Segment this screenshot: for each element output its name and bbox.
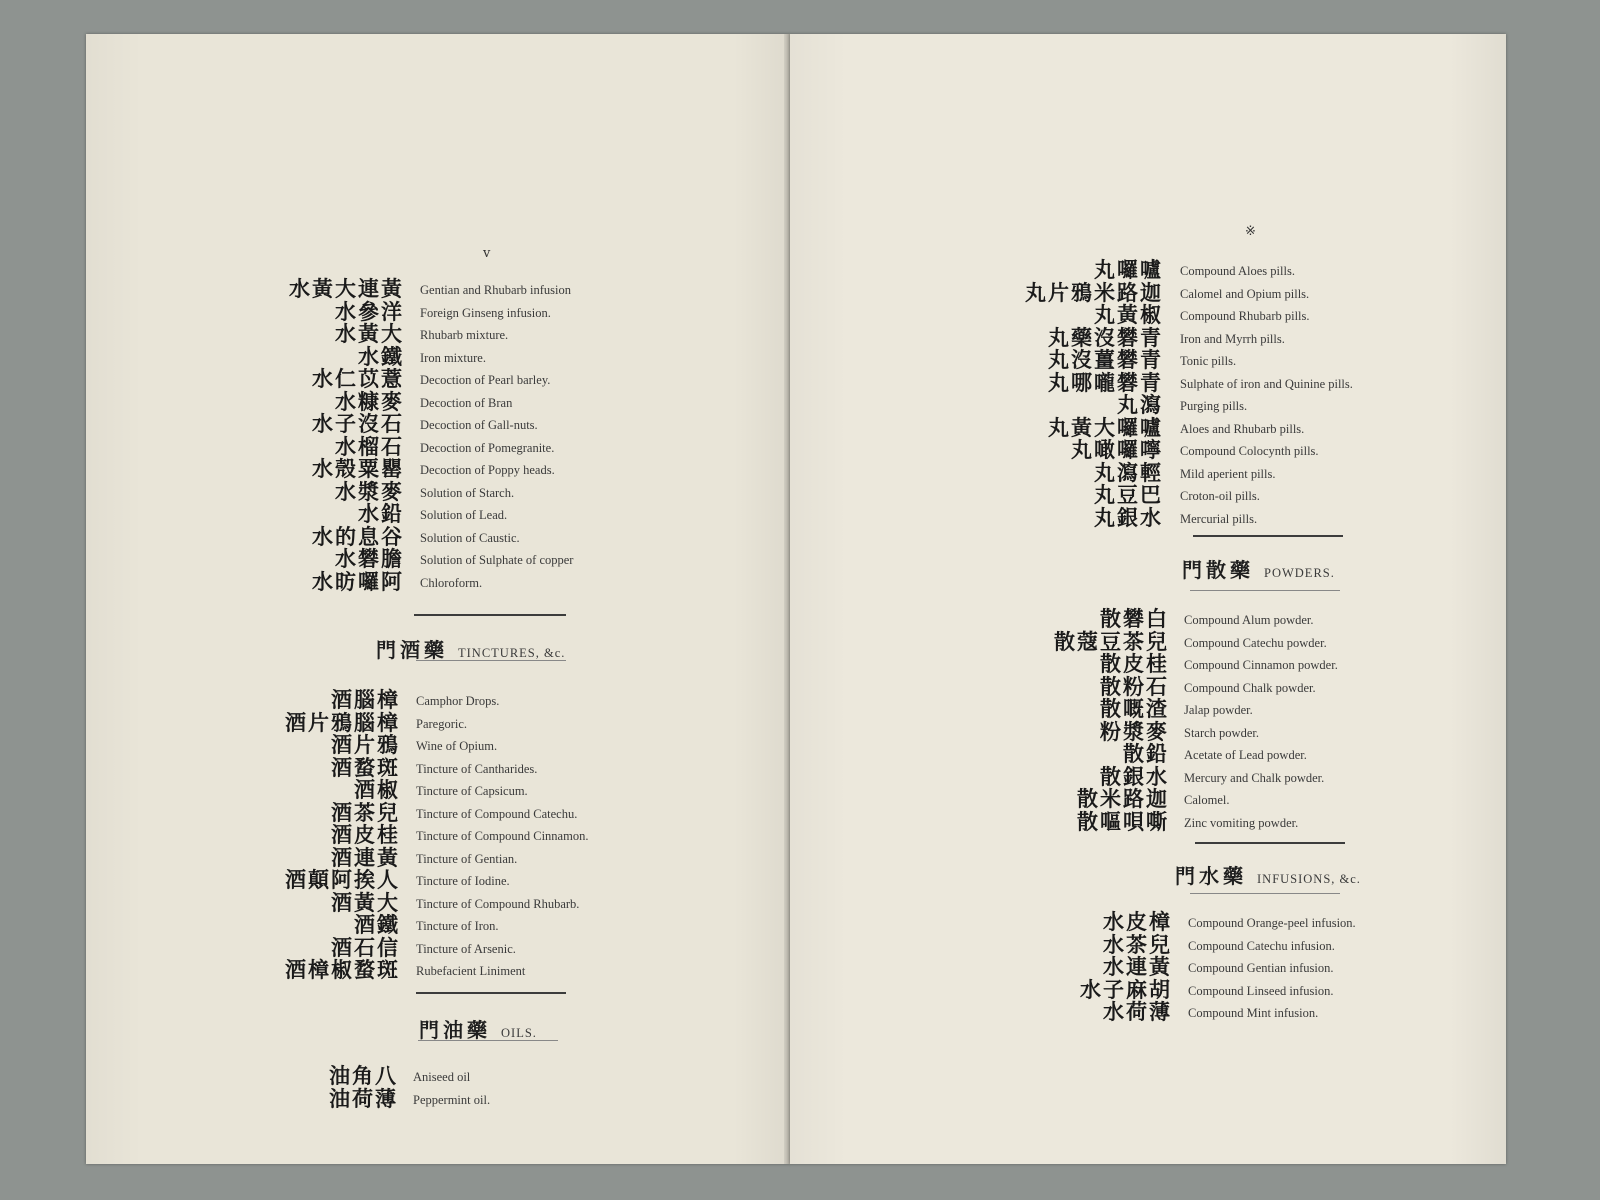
list-item <box>86 734 790 757</box>
item-english-name: Compound Colocynth pills. <box>1180 444 1319 458</box>
list-item <box>86 481 790 504</box>
item-chinese-name: 油荷薄 <box>329 1086 398 1111</box>
item-english-name: Calomel and Opium pills. <box>1180 286 1310 301</box>
item-chinese-name: 丸沒薑礬青 <box>1048 348 1163 372</box>
item-chinese-name: 水荷薄 <box>1103 1000 1172 1024</box>
item-chinese-name: 水連黃 <box>1103 955 1172 979</box>
item-chinese-name: 水皮樟 <box>1103 910 1172 934</box>
item-chinese-name: 散鉛 <box>1123 742 1169 766</box>
item-chinese-name: 水鉛 <box>358 502 404 526</box>
list-item <box>790 743 1506 766</box>
item-chinese-name: 丸藥沒礬青 <box>1048 325 1163 350</box>
heading-underline <box>1190 590 1340 591</box>
item-english-name: Aloes and Rhubarb pills. <box>1180 421 1305 436</box>
list-item <box>86 301 790 324</box>
item-english-name: Zinc vomiting powder. <box>1184 815 1299 830</box>
list-item <box>790 259 1506 282</box>
item-english-name: Wine of Opium. <box>416 739 498 753</box>
item-chinese-name: 酒顛阿挨人 <box>285 868 400 892</box>
list-item <box>790 653 1506 676</box>
item-english-name: Iron mixture. <box>420 350 486 365</box>
list-item <box>86 503 790 526</box>
list-item <box>86 548 790 571</box>
list-item <box>790 304 1506 327</box>
item-english-name: Compound Orange-peel infusion. <box>1188 916 1356 930</box>
list-item <box>790 349 1506 372</box>
item-chinese-name: 酒連黃 <box>331 845 400 870</box>
item-chinese-name: 水黃大連黃 <box>289 277 404 301</box>
powders-heading-zh: 門散藥 <box>1182 558 1254 582</box>
list-item <box>790 372 1506 395</box>
infusions-heading-zh: 門水藥 <box>1175 864 1247 888</box>
item-chinese-name: 酒片鴉 <box>331 733 400 757</box>
item-english-name: Compound Aloes pills. <box>1180 264 1295 278</box>
item-chinese-name: 散嘔唄嘶 <box>1077 809 1169 834</box>
item-chinese-name: 酒石信 <box>331 935 400 960</box>
list-item <box>790 934 1506 957</box>
item-chinese-name: 丸囉嚧 <box>1094 258 1163 282</box>
left-list-tinctures <box>86 689 790 982</box>
item-chinese-name: 酒黃大 <box>331 890 400 915</box>
item-chinese-name: 散礬白 <box>1100 607 1169 631</box>
section-rule <box>416 992 566 994</box>
list-item <box>790 721 1506 744</box>
item-english-name: Solution of Lead. <box>420 508 508 522</box>
list-item <box>86 346 790 369</box>
list-item <box>86 869 790 892</box>
oils-heading <box>419 1014 537 1043</box>
tinctures-heading-en: TINCTURES, &c. <box>458 646 566 660</box>
item-chinese-name: 散皮桂 <box>1100 652 1169 676</box>
section-rule <box>414 614 566 616</box>
item-chinese-name: 水子沒石 <box>312 412 404 436</box>
item-chinese-name: 丸黃大囉嚧 <box>1048 415 1163 440</box>
heading-underline <box>1190 893 1340 894</box>
list-item <box>790 327 1506 350</box>
infusions-heading-en: INFUSIONS, &c. <box>1257 872 1361 886</box>
item-english-name: Mercurial pills. <box>1180 511 1258 526</box>
item-english-name: Tincture of Arsenic. <box>416 941 516 956</box>
item-chinese-name: 丸瀉 <box>1117 393 1163 417</box>
item-chinese-name: 酒茶兒 <box>331 800 400 825</box>
right-list-powders <box>790 608 1506 833</box>
list-item <box>86 436 790 459</box>
item-english-name: Compound Chalk powder. <box>1184 680 1316 695</box>
right-list-infusions <box>790 911 1506 1024</box>
list-item <box>790 484 1506 507</box>
list-item <box>86 937 790 960</box>
section-rule <box>1193 535 1343 537</box>
item-chinese-name: 散粉石 <box>1100 674 1169 699</box>
list-item <box>86 368 790 391</box>
list-item <box>86 847 790 870</box>
list-item <box>790 811 1506 834</box>
list-item <box>86 824 790 847</box>
item-chinese-name: 水礬膽 <box>335 547 404 571</box>
item-english-name: Tincture of Compound Rhubarb. <box>416 896 580 911</box>
item-english-name: Iron and Myrrh pills. <box>1180 331 1285 346</box>
item-chinese-name: 水殼粟罌 <box>312 457 404 481</box>
item-english-name: Foreign Ginseng infusion. <box>420 305 551 320</box>
item-chinese-name: 水子麻胡 <box>1080 977 1172 1002</box>
left-page-mark: v <box>483 246 491 261</box>
list-item <box>790 394 1506 417</box>
list-item <box>790 631 1506 654</box>
right-page-mark: ※ <box>1245 224 1256 239</box>
item-english-name: Sulphate of iron and Quinine pills. <box>1180 376 1353 391</box>
list-item <box>790 417 1506 440</box>
list-item <box>790 788 1506 811</box>
item-english-name: Tincture of Compound Cinnamon. <box>416 829 589 843</box>
item-chinese-name: 丸片鴉米路迦 <box>1025 280 1163 305</box>
item-chinese-name: 丸噉囉嚀 <box>1071 438 1163 462</box>
item-english-name: Camphor Drops. <box>416 694 500 708</box>
tinctures-heading-zh: 門酒藥 <box>376 638 448 662</box>
item-english-name: Compound Alum powder. <box>1184 613 1314 627</box>
list-item <box>790 911 1506 934</box>
item-chinese-name: 散嘅渣 <box>1100 697 1169 721</box>
right-list-pills <box>790 259 1506 529</box>
item-chinese-name: 水漿麥 <box>335 479 404 504</box>
item-chinese-name: 散米路迦 <box>1077 787 1169 811</box>
list-item <box>86 802 790 825</box>
item-english-name: Compound Gentian infusion. <box>1188 961 1334 975</box>
list-item <box>86 278 790 301</box>
list-item <box>86 458 790 481</box>
list-item <box>790 608 1506 631</box>
item-chinese-name: 水的息谷 <box>312 524 404 549</box>
item-chinese-name: 油角八 <box>329 1064 398 1088</box>
item-english-name: Tonic pills. <box>1180 354 1237 368</box>
item-english-name: Tincture of Gentian. <box>416 851 518 866</box>
list-item <box>790 507 1506 530</box>
list-item <box>790 766 1506 789</box>
powders-heading <box>1182 554 1335 583</box>
item-english-name: Aniseed oil <box>413 1070 471 1084</box>
item-english-name: Chloroform. <box>420 575 483 590</box>
list-item <box>86 914 790 937</box>
item-chinese-name: 酒皮桂 <box>331 823 400 847</box>
item-english-name: Compound Catechu infusion. <box>1188 938 1335 953</box>
section-rule <box>1195 842 1345 844</box>
item-english-name: Compound Rhubarb pills. <box>1180 309 1310 323</box>
item-english-name: Rhubarb mixture. <box>420 328 509 342</box>
item-english-name: Tincture of Cantharides. <box>416 761 538 776</box>
list-item <box>790 956 1506 979</box>
list-item <box>86 1088 790 1111</box>
item-chinese-name: 酒腦樟 <box>331 688 400 712</box>
list-item <box>86 391 790 414</box>
item-english-name: Solution of Starch. <box>420 485 515 500</box>
list-item <box>86 413 790 436</box>
item-english-name: Decoction of Pomegranite. <box>420 440 555 455</box>
item-english-name: Paregoric. <box>416 716 468 731</box>
item-english-name: Tincture of Capsicum. <box>416 784 528 798</box>
list-item <box>86 892 790 915</box>
item-english-name: Rubefacient Liniment <box>416 964 526 978</box>
oils-heading-en: OILS. <box>501 1026 537 1040</box>
oils-heading-zh: 門油藥 <box>419 1018 491 1042</box>
item-chinese-name: 粉漿麥 <box>1100 719 1169 744</box>
list-item <box>86 689 790 712</box>
item-chinese-name: 丸瀉輕 <box>1094 460 1163 485</box>
item-english-name: Solution of Caustic. <box>420 530 520 545</box>
item-chinese-name: 丸黃椒 <box>1094 303 1163 327</box>
item-chinese-name: 水糠麥 <box>335 389 404 414</box>
item-english-name: Calomel. <box>1184 793 1230 807</box>
left-list-oils <box>86 1065 790 1110</box>
infusions-heading <box>1175 860 1361 889</box>
item-english-name: Peppermint oil. <box>413 1092 491 1107</box>
heading-underline <box>416 660 566 661</box>
list-item <box>790 979 1506 1002</box>
item-chinese-name: 丸哪嚨礬青 <box>1048 370 1163 395</box>
item-english-name: Compound Linseed infusion. <box>1188 983 1334 998</box>
item-chinese-name: 酒鐵 <box>354 913 400 937</box>
item-english-name: Starch powder. <box>1184 725 1259 740</box>
item-chinese-name: 水黃大 <box>335 322 404 346</box>
item-chinese-name: 丸豆巴 <box>1094 483 1163 507</box>
item-chinese-name: 水榴石 <box>335 434 404 459</box>
item-english-name: Tincture of Iron. <box>416 919 499 933</box>
item-english-name: Tincture of Iodine. <box>416 874 510 888</box>
item-chinese-name: 酒椒 <box>354 778 400 802</box>
item-chinese-name: 酒樟椒蝥斑 <box>285 958 400 982</box>
tinctures-heading <box>376 634 565 663</box>
item-english-name: Solution of Sulphate of copper <box>420 553 574 567</box>
item-chinese-name: 水參洋 <box>335 299 404 324</box>
item-english-name: Tincture of Compound Catechu. <box>416 806 578 821</box>
right-page <box>790 34 1506 1164</box>
item-english-name: Compound Catechu powder. <box>1184 635 1327 650</box>
item-english-name: Compound Cinnamon powder. <box>1184 658 1338 672</box>
item-english-name: Croton-oil pills. <box>1180 489 1260 503</box>
list-item <box>86 757 790 780</box>
list-item <box>790 282 1506 305</box>
item-chinese-name: 水昉囉阿 <box>312 569 404 594</box>
item-english-name: Mild aperient pills. <box>1180 466 1276 481</box>
item-english-name: Acetate of Lead powder. <box>1184 748 1307 762</box>
list-item <box>790 462 1506 485</box>
item-chinese-name: 酒蝥斑 <box>331 755 400 780</box>
list-item <box>86 1065 790 1088</box>
item-chinese-name: 水茶兒 <box>1103 932 1172 957</box>
item-english-name: Mercury and Chalk powder. <box>1184 770 1325 785</box>
item-english-name: Jalap powder. <box>1184 703 1253 717</box>
item-english-name: Decoction of Gall-nuts. <box>420 418 538 432</box>
item-chinese-name: 散蔻豆茶兒 <box>1054 629 1169 654</box>
list-item <box>86 571 790 594</box>
item-chinese-name: 酒片鴉腦樟 <box>285 710 400 735</box>
left-list-infusions <box>86 278 790 593</box>
heading-underline <box>418 1040 558 1041</box>
list-item <box>790 1001 1506 1024</box>
item-english-name: Decoction of Bran <box>420 395 513 410</box>
left-page <box>86 34 790 1164</box>
item-chinese-name: 水鐵 <box>358 344 404 369</box>
list-item <box>790 439 1506 462</box>
list-item <box>86 323 790 346</box>
item-chinese-name: 丸銀水 <box>1094 505 1163 530</box>
list-item <box>790 676 1506 699</box>
item-chinese-name: 散銀水 <box>1100 764 1169 789</box>
item-english-name: Decoction of Pearl barley. <box>420 373 551 387</box>
item-english-name: Decoction of Poppy heads. <box>420 463 555 477</box>
list-item <box>790 698 1506 721</box>
item-english-name: Gentian and Rhubarb infusion <box>420 283 572 297</box>
list-item <box>86 959 790 982</box>
item-english-name: Compound Mint infusion. <box>1188 1006 1319 1020</box>
item-english-name: Purging pills. <box>1180 399 1248 413</box>
item-chinese-name: 水仁苡薏 <box>312 367 404 391</box>
list-item <box>86 712 790 735</box>
powders-heading-en: POWDERS. <box>1264 566 1335 580</box>
list-item <box>86 779 790 802</box>
list-item <box>86 526 790 549</box>
